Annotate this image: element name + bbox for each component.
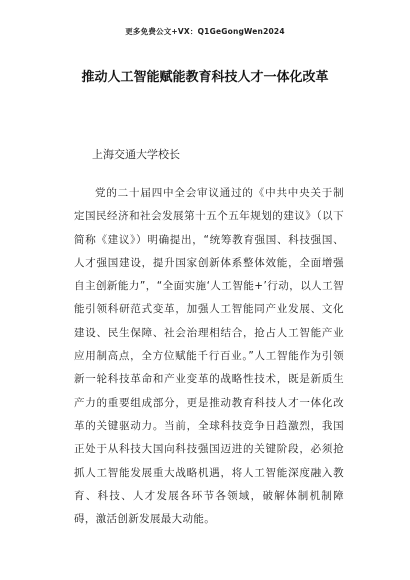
document-author: 上海交通大学校长 xyxy=(92,148,180,161)
header-note: 更多免费公文+VX：Q1GeGongWen2024 xyxy=(125,27,285,36)
body-paragraph: 党的二十届四中全会审议通过的《中共中央关于制定国民经济和社会发展第十五个五年规划的建议》（以下简称《建议》）明确提出，“统筹教育强国、科技强国、人才强国建设，提升国家创新体系整体效能，全面增强自主创新能力”，“全面实施‘人工智能+’行动，以人工智能引领科研范式变革，加强人工智能同产业发展、文化建设、民生保障、社会治理相结合，抢占人工智能产业应用制高点，全方位赋能千行百业。”人工智能作为引领新一轮科技革命和产业变革的战略性技术，既是新质生产力的重要组成部分，更是推动教育科技人才一体化改革的关键驱动力。当前，全球科技竞争日趋激烈，我国正处于从科技大国向科技强国迈进的关键阶段，必须抢抓人工智能发展重大战略机遇，将人工智能深度融入教育、科技、人才发展各环节各领域，破解体制机制障碍，激活创新发展最大动能。 xyxy=(74,187,344,526)
document-title: 推动人工智能赋能教育科技人才一体化改革 xyxy=(81,70,329,85)
